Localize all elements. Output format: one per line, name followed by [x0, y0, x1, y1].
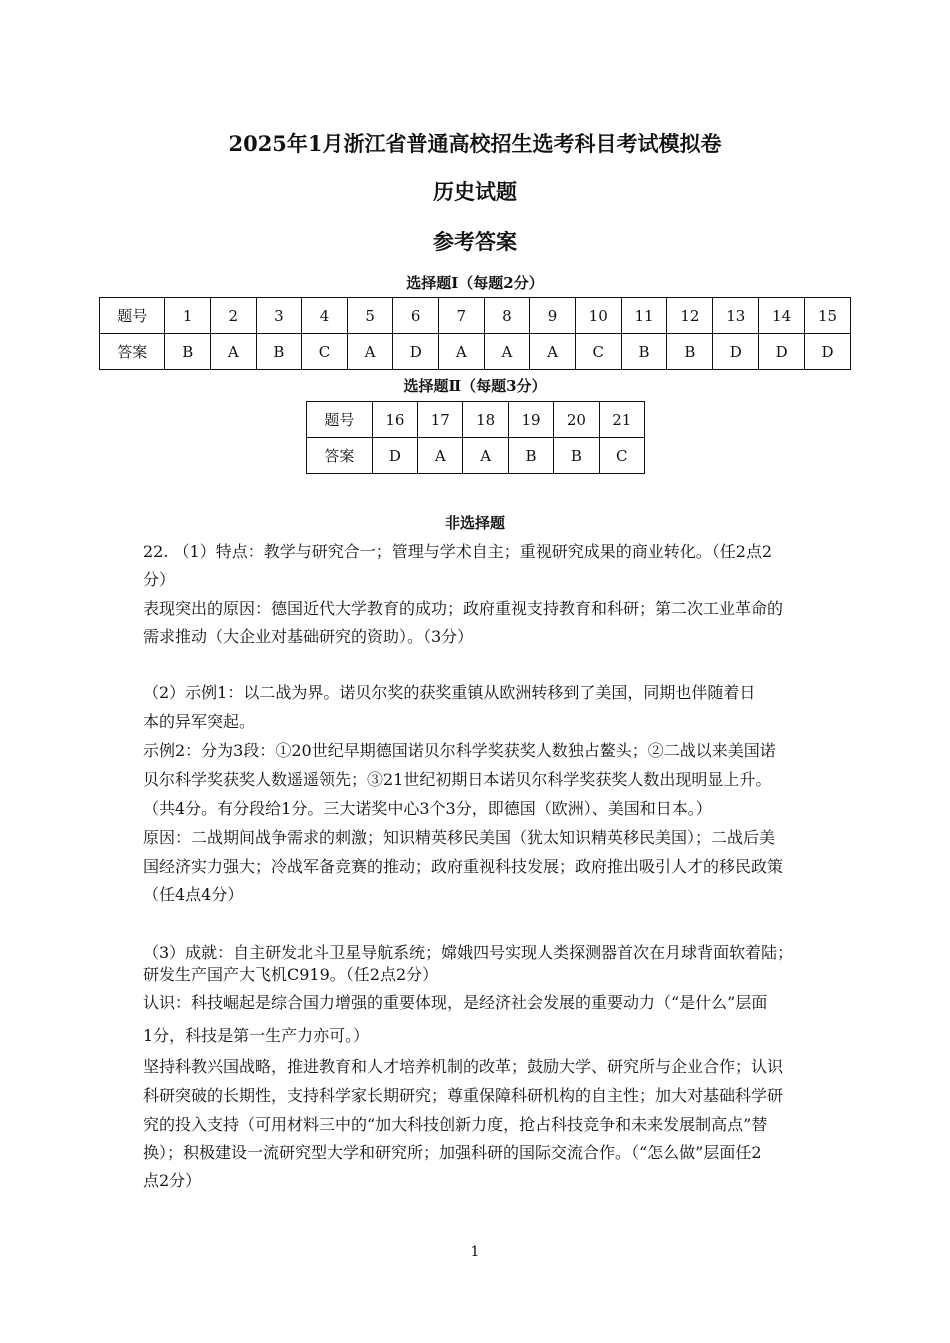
section1-title: 选择题Ⅰ（每题2分）: [406, 274, 544, 292]
answer-line: 分）: [143, 570, 176, 589]
section2-title: 选择题Ⅱ（每题3分）: [403, 377, 547, 395]
answer-line: 国经济实力强大；冷战军备竞赛的推动；政府重视科技发展；政府推出吸引人才的移民政策: [143, 857, 784, 876]
answer-line: 点2分）: [143, 1171, 202, 1190]
question-number-cell: 16: [372, 402, 417, 438]
answer-line: 究的投入支持（可用材料三中的“加大科技创新力度，抢占科技竞争和未来发展制高点”替: [143, 1115, 768, 1134]
question-number-cell: 12: [667, 298, 713, 334]
row-label: 题号: [100, 298, 165, 334]
answer-cell: B: [508, 438, 553, 474]
question-number-cell: 5: [347, 298, 393, 334]
question-number-cell: 14: [759, 298, 805, 334]
answer-cell: B: [554, 438, 599, 474]
answer-line: 换）；积极建设一流研究型大学和研究所；加强科研的国际交流合作。（“怎么做”层面任2: [143, 1143, 762, 1162]
table-row: [307, 438, 645, 474]
answer-cell: A: [463, 438, 508, 474]
answer-line: 需求推动（大企业对基础研究的资助）。（3分）: [143, 627, 474, 646]
row-label: 答案: [307, 438, 373, 474]
question-number-cell: 15: [805, 298, 851, 334]
answer-cell: D: [393, 334, 439, 370]
answer-line: 科研突破的长期性，支持科学家长期研究；尊重保障科研机构的自主性；加大对基础科学研: [143, 1086, 784, 1105]
question-number-cell: 19: [508, 402, 553, 438]
document-title: 2025年1月浙江省普通高校招生选考科目考试模拟卷: [228, 131, 722, 156]
answer-cell: B: [667, 334, 713, 370]
row-label: 题号: [307, 402, 373, 438]
answer-cell: B: [165, 334, 211, 370]
section3-title: 非选择题: [444, 514, 505, 532]
answer-line: 研发生产国产大飞机C919。（任2点2分）: [143, 965, 439, 984]
table-row: [307, 402, 645, 438]
answer-line: 1分，科技是第一生产力亦可。）: [143, 1026, 370, 1045]
answer-line: （2）示例1：以二战为界。诺贝尔奖的获奖重镇从欧洲转移到了美国，同期也伴随着日: [143, 683, 756, 702]
question-number-cell: 1: [165, 298, 211, 334]
table-row: [100, 298, 851, 334]
question-number-cell: 11: [621, 298, 667, 334]
answer-cell: D: [372, 438, 417, 474]
question-number-cell: 10: [575, 298, 621, 334]
subject-title: 历史试题: [433, 179, 517, 204]
question-number-cell: 20: [554, 402, 599, 438]
answer-cell: A: [530, 334, 576, 370]
answer-line: 认识：科技崛起是综合国力增强的重要体现，是经济社会发展的重要动力（“是什么”层面: [143, 993, 768, 1012]
question-number-cell: 2: [211, 298, 257, 334]
question-number-cell: 7: [439, 298, 485, 334]
answer-cell: A: [211, 334, 257, 370]
table-row: [100, 334, 851, 370]
answer-cell: C: [599, 438, 644, 474]
answer-line: 贝尔科学奖获奖人数遥遥领先；③21世纪初期日本诺贝尔科学奖获奖人数出现明显上升。: [143, 770, 772, 789]
answer-line: 22. （1）特点：教学与研究合一；管理与学术自主；重视研究成果的商业转化。（任2点2: [143, 542, 773, 561]
answer-line: 本的异军突起。: [143, 712, 256, 731]
question-number-cell: 9: [530, 298, 576, 334]
question-number-cell: 18: [463, 402, 508, 438]
answer-cell: C: [302, 334, 348, 370]
answer-cell: A: [347, 334, 393, 370]
question-number-cell: 13: [713, 298, 759, 334]
question-number-cell: 6: [393, 298, 439, 334]
answer-cell: A: [418, 438, 463, 474]
answer-heading: 参考答案: [433, 229, 517, 254]
answer-line: 坚持科教兴国战略，推进教育和人才培养机制的改革；鼓励大学、研究所与企业合作；认识: [143, 1057, 784, 1076]
answer-cell: A: [484, 334, 530, 370]
answer-line: （共4分。有分段给1分。三大诺奖中心3个3分，即德国（欧洲）、美国和日本。）: [143, 799, 712, 818]
answer-cell: D: [713, 334, 759, 370]
question-number-cell: 17: [418, 402, 463, 438]
question-number-cell: 8: [484, 298, 530, 334]
answer-cell: D: [805, 334, 851, 370]
answer-cell: B: [256, 334, 302, 370]
question-number-cell: 3: [256, 298, 302, 334]
answer-line: 原因：二战期间战争需求的刺激；知识精英移民美国（犹太知识精英移民美国）；二战后美: [143, 828, 776, 847]
page-number: 1: [470, 1244, 480, 1260]
answer-cell: A: [439, 334, 485, 370]
answer-cell: D: [759, 334, 805, 370]
answer-cell: B: [621, 334, 667, 370]
answer-line: 示例2：分为3段：①20世纪早期德国诺贝尔科学奖获奖人数独占鳌头；②二战以来美国诺: [143, 741, 776, 760]
question-number-cell: 4: [302, 298, 348, 334]
answer-table-2: [306, 401, 645, 474]
row-label: 答案: [100, 334, 165, 370]
answer-line: （任4点4分）: [143, 885, 244, 904]
question-number-cell: 21: [599, 402, 644, 438]
answer-table-1: [99, 297, 851, 370]
answer-line: 表现突出的原因：德国近代大学教育的成功；政府重视支持教育和科研；第二次工业革命的: [143, 599, 784, 618]
answer-line: （3）成就：自主研发北斗卫星导航系统；嫦娥四号实现人类探测器首次在月球背面软着陆；: [143, 943, 794, 962]
answer-cell: C: [575, 334, 621, 370]
